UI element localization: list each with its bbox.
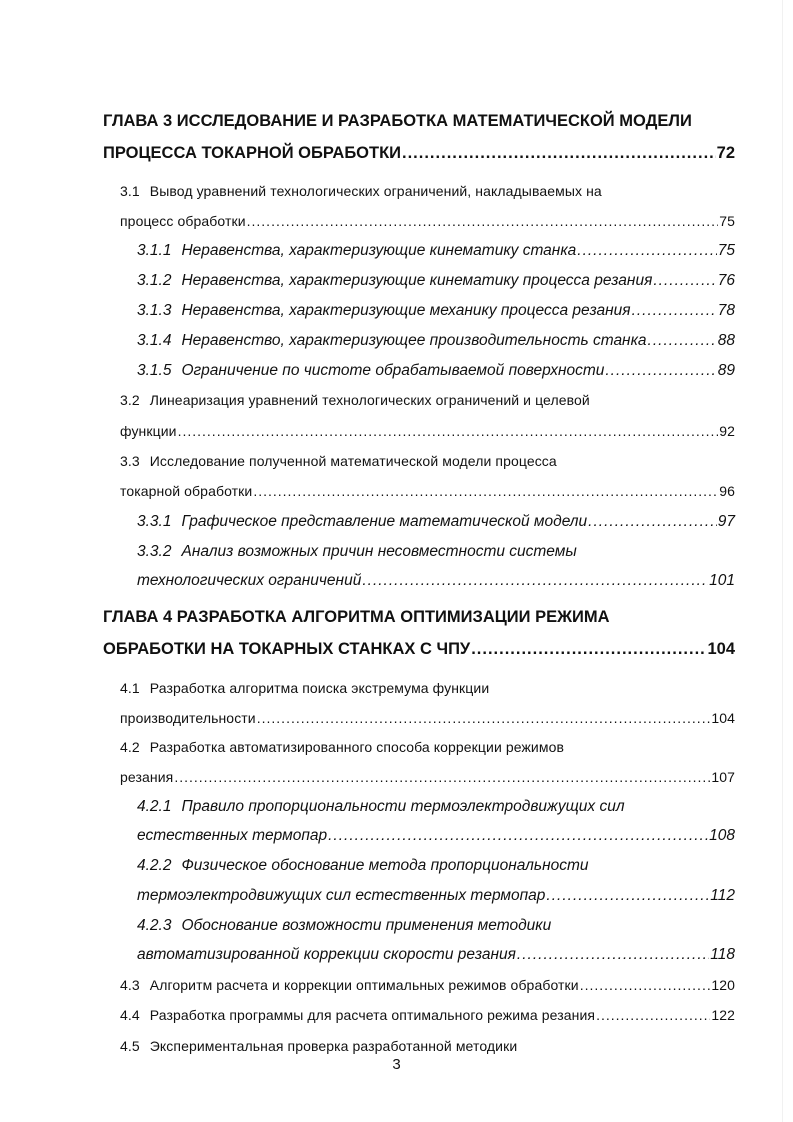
toc-entry-title: резания — [120, 769, 174, 785]
dot-leader — [588, 514, 717, 530]
toc-entry-text — [137, 888, 545, 904]
toc-entry-text — [120, 1039, 517, 1053]
toc-entry-text — [120, 393, 590, 407]
toc-entry-s312 — [137, 273, 735, 289]
toc-entry-title: производительности — [120, 710, 256, 726]
toc-entry-page: 75 — [717, 242, 735, 259]
toc-entry-page: 108 — [709, 827, 735, 844]
toc-entry-title: Ограничение по чистоте обрабатываемой поверхности — [181, 362, 605, 379]
toc-entry-title: Графическое представление математической модели — [181, 513, 588, 530]
toc-entry-page: 107 — [711, 769, 735, 785]
toc-entry-text — [137, 799, 625, 815]
dot-leader — [596, 1008, 710, 1022]
toc-entry-page: 122 — [711, 1007, 735, 1023]
toc-entry-text — [103, 113, 692, 130]
toc-entry-number: 3.1.2 — [137, 272, 172, 289]
toc-entry-text — [120, 711, 256, 725]
toc-entry-number: 3.1.3 — [137, 302, 172, 319]
dot-leader — [253, 484, 718, 498]
toc-entry-number: 4.2.1 — [137, 798, 172, 815]
toc-entry-s422a — [137, 858, 735, 874]
toc-entry-title: Линеаризация уравнений технологических ограничений и целевой — [149, 392, 590, 408]
dot-leader — [605, 363, 716, 379]
toc-entry-text — [137, 363, 604, 379]
toc-entry-s42b — [120, 770, 735, 784]
dot-leader — [471, 641, 706, 658]
toc-entry-title: термоэлектродвижущих сил естественных термопар — [137, 887, 546, 904]
toc-entry-text — [120, 978, 579, 992]
toc-entry-s32b — [120, 424, 735, 438]
toc-entry-text — [137, 918, 551, 934]
toc-entry-page: 76 — [717, 272, 735, 289]
toc-entry-s421b — [137, 828, 735, 844]
toc-entry-title: Алгоритм расчета и коррекции оптимальных режимов обработки — [149, 977, 579, 993]
toc-entry-number: 4.3 — [120, 977, 140, 993]
toc-entry-text — [120, 214, 246, 228]
toc-entry-text — [120, 740, 564, 754]
toc-entry-s31a — [120, 184, 735, 198]
toc-entry-page: 101 — [709, 572, 735, 589]
toc-entry-number: 3.2 — [120, 392, 140, 408]
toc-entry-title: ГЛАВА 3 ИССЛЕДОВАНИЕ И РАЗРАБОТКА МАТЕМАТИЧЕСКОЙ МОДЕЛИ — [103, 112, 692, 130]
toc-entry-ch3b — [103, 145, 735, 162]
dot-leader — [546, 888, 709, 904]
toc-entry-number: 4.2.2 — [137, 857, 172, 874]
toc-entry-s42a — [120, 740, 735, 754]
toc-entry-title: Экспериментальная проверка разработанной методики — [149, 1038, 518, 1054]
toc-entry-page: 88 — [717, 332, 735, 349]
toc-entry-s315 — [137, 363, 735, 379]
toc-entry-title: ГЛАВА 4 РАЗРАБОТКА АЛГОРИТМА ОПТИМИЗАЦИИ РЕЖИМА — [103, 608, 610, 626]
toc-entry-page: 72 — [716, 144, 735, 162]
toc-entry-title: автоматизированной коррекции скорости резания — [137, 946, 516, 963]
toc-entry-page: 96 — [719, 483, 735, 499]
dot-leader — [328, 828, 708, 844]
toc-entry-page: 104 — [711, 710, 735, 726]
toc-entry-page: 118 — [710, 946, 735, 963]
toc-entry-page: 112 — [710, 887, 735, 904]
toc-entry-title: Разработка алгоритма поиска экстремума функции — [149, 680, 490, 696]
toc-entry-s44 — [120, 1008, 735, 1022]
toc-entry-page: 92 — [719, 423, 735, 439]
toc-entry-text — [120, 681, 489, 695]
toc-entry-title: Разработка программы для расчета оптимального режима резания — [149, 1007, 596, 1023]
toc-entry-text — [137, 544, 577, 560]
toc-entry-page: 89 — [717, 362, 735, 379]
toc-entry-s423b — [137, 947, 735, 963]
dot-leader — [517, 947, 709, 963]
toc-entry-page: 104 — [707, 640, 735, 658]
toc-entry-s332b — [137, 573, 735, 589]
toc-entry-s332a — [137, 544, 735, 560]
toc-entry-title: Неравенства, характеризующие кинематику процесса резания — [181, 272, 653, 289]
toc-entry-number: 3.3.1 — [137, 513, 172, 530]
dot-leader — [178, 424, 719, 438]
toc-entry-title: Исследование полученной математической модели процесса — [149, 453, 557, 469]
toc-entry-s331 — [137, 514, 735, 530]
toc-entry-title: Обоснование возможности применения методики — [181, 917, 552, 934]
toc-entry-ch4b — [103, 641, 735, 658]
toc-entry-title: Разработка автоматизированного способа коррекции режимов — [149, 739, 565, 755]
toc-entry-title: Неравенство, характеризующее производительность станка — [181, 332, 647, 349]
toc-entry-title: ПРОЦЕССА ТОКАРНОЙ ОБРАБОТКИ — [103, 144, 402, 162]
toc-entry-ch4a — [103, 609, 735, 626]
toc-entry-number: 3.3.2 — [137, 543, 172, 560]
toc-entry-text — [137, 858, 589, 874]
toc-entry-number: 4.4 — [120, 1007, 140, 1023]
toc-entry-title: функции — [120, 423, 177, 439]
toc-entry-title: Неравенства, характеризующие механику процесса резания — [181, 302, 631, 319]
toc-entry-s32a — [120, 393, 735, 407]
toc-entry-text — [137, 303, 631, 319]
toc-entry-title: Вывод уравнений технологических ограничений, накладываемых на — [149, 183, 602, 199]
toc-entry-s33b — [120, 484, 735, 498]
dot-leader — [362, 573, 708, 589]
toc-entry-text — [137, 243, 576, 259]
toc-entry-s43 — [120, 978, 735, 992]
toc-entry-s33a — [120, 454, 735, 468]
toc-entry-title: технологических ограничений — [137, 572, 362, 589]
toc-entry-title: процесс обработки — [120, 213, 246, 229]
toc-entry-s45 — [120, 1039, 735, 1053]
dot-leader — [580, 978, 711, 992]
toc-entry-s423a — [137, 918, 735, 934]
toc-entry-text — [103, 609, 610, 626]
dot-leader — [648, 333, 717, 349]
toc-entry-text — [120, 424, 177, 438]
toc-entry-s41a — [120, 681, 735, 695]
page-number: 3 — [392, 1056, 401, 1073]
toc-entry-s422b — [137, 888, 735, 904]
toc-entry-text — [103, 641, 470, 658]
toc-entry-text — [137, 514, 587, 530]
toc-entry-number: 4.2 — [120, 739, 140, 755]
toc-entry-s41b — [120, 711, 735, 725]
toc-entry-page: 75 — [719, 213, 735, 229]
toc-entry-text — [137, 273, 652, 289]
toc-entry-text — [103, 145, 401, 162]
toc-entry-text — [137, 947, 516, 963]
toc-entry-text — [137, 333, 647, 349]
toc-entry-number: 3.1.1 — [137, 242, 172, 259]
dot-leader — [174, 770, 710, 784]
toc-entry-page: 78 — [717, 302, 735, 319]
toc-entry-title: Физическое обоснование метода пропорциональности — [181, 857, 589, 874]
toc-entry-title: Правило пропорциональности термоэлектродвижущих сил — [181, 798, 625, 815]
toc-entry-s421a — [137, 799, 735, 815]
toc-entry-number: 4.1 — [120, 680, 140, 696]
toc-entry-ch3a — [103, 113, 725, 130]
toc-entry-number: 3.1.5 — [137, 362, 172, 379]
dot-leader — [247, 214, 719, 228]
toc-entry-text — [137, 573, 361, 589]
dot-leader — [577, 243, 716, 259]
toc-entry-text — [120, 770, 173, 784]
toc-entry-title: естественных термопар — [137, 827, 328, 844]
toc-entry-s311 — [137, 243, 735, 259]
toc-entry-title: ОБРАБОТКИ НА ТОКАРНЫХ СТАНКАХ С ЧПУ — [103, 640, 471, 658]
toc-entry-title: Неравенства, характеризующие кинематику станка — [181, 242, 577, 259]
toc-entry-number: 3.1.4 — [137, 332, 172, 349]
dot-leader — [632, 303, 717, 319]
dot-leader — [653, 273, 716, 289]
toc-entry-text — [120, 454, 557, 468]
toc-entry-text — [120, 1008, 595, 1022]
toc-entry-s31b — [120, 214, 735, 228]
toc-entry-number: 3.3 — [120, 453, 140, 469]
toc-entry-title: Анализ возможных причин несовместности системы — [181, 543, 577, 560]
toc-entry-title: токарной обработки — [120, 483, 253, 499]
toc-entry-text — [120, 484, 252, 498]
toc-entry-text — [137, 828, 327, 844]
toc-entry-page: 120 — [711, 977, 735, 993]
dot-leader — [402, 145, 716, 162]
scan-edge — [782, 0, 783, 1122]
toc-entry-page: 97 — [717, 513, 735, 530]
toc-entry-number: 4.5 — [120, 1038, 140, 1054]
toc-entry-number: 3.1 — [120, 183, 140, 199]
toc-entry-s314 — [137, 333, 735, 349]
toc-entry-text — [120, 184, 602, 198]
toc-entry-number: 4.2.3 — [137, 917, 172, 934]
dot-leader — [257, 711, 711, 725]
toc-entry-s313 — [137, 303, 735, 319]
